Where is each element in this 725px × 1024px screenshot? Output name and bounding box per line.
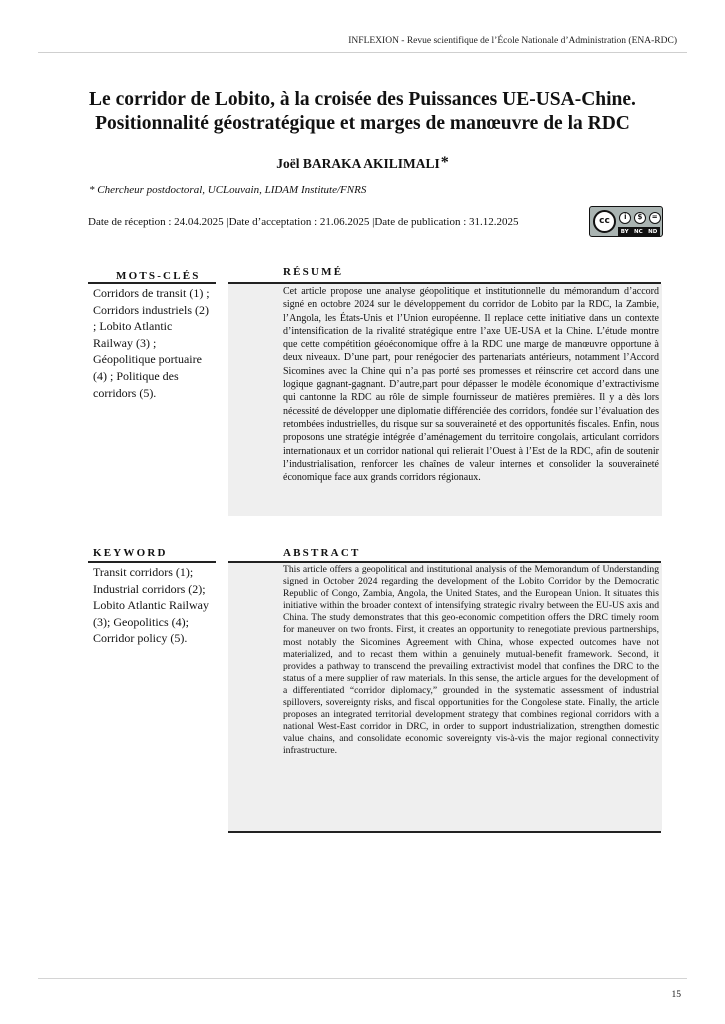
nd-noderivs-icon: =: [649, 212, 661, 224]
journal-header: INFLEXION - Revue scientifique de l’École Nationale d’Administration (ENA-RDC): [348, 36, 677, 46]
publication-dates: Date de réception : 24.04.2025 |Date d’acceptation : 21.06.2025 |Date de publication : 31.12.2025: [88, 216, 519, 228]
creative-commons-license-badge[interactable]: [589, 206, 663, 237]
keywords-rule-en: [88, 561, 216, 563]
resume-heading: RÉSUMÉ: [283, 266, 344, 278]
nc-noncommercial-icon: $: [634, 212, 646, 224]
cc-label-by: BY: [620, 228, 629, 235]
title-line-2: Positionnalité géostratégique et marges de manœuvre de la RDC: [95, 113, 630, 134]
author-affiliation: * Chercheur postdoctoral, UCLouvain, LIDAM Institute/FNRS: [89, 184, 367, 196]
abstract-text: This article offers a geopolitical and institutional analysis of the Memorandum of Understanding signed in October 2024 regarding the development of the Lobito Corridor by the Democratic Republic of Congo, Zambia, Angola, the United States, and the European Union. It situates this initiative within the broader context of intensifying strategic rivalry between the EU-US axis and China. The study demonstrates that this geo-economic competition offers the DRC timely room for maneuver on two fronts. First, it creates an opportunity to renegotiate previous partnerships, most notably the Sicomines Agreement with China, whose expected outcomes have not materialized, and to recast them within a genuinely mutual-benefit framework. Second, it provides a pathway to transcend the prevailing extractivist model that confines the DRC to the status of a mere supplier of raw materials. In this sense, the article argues for the development of a differentiated “corridor diplomacy,” grounded in the systematic assessment of industrial spillovers, sovereignty risks, and fiscal opportunities for the Congolese state. Finally, the article proposes an integrated territorial development strategy that combines regional corridors with a national West-East corridor in DRC, in order to support industrialization, strengthen domestic value chains, and consolidate economic sovereignty vis-à-vis the major regional connectivity infrastructure.: [283, 564, 659, 757]
author-name-text: Joël BARAKA AKILIMALI: [276, 156, 440, 171]
abstract-bottom-rule: [228, 831, 661, 833]
cc-label-nc: NC: [634, 228, 643, 235]
by-attribution-icon: i: [619, 212, 631, 224]
header-divider: [38, 52, 687, 53]
author-footnote-mark: *: [440, 154, 449, 171]
resume-text: Cet article propose une analyse géopolitique et institutionnelle du mémorandum d’accord signé en octobre 2024 sur le développement du corridor de Lobito par la RDC, la Zambie, l’Angola, les États-Unis et l’Union européenne. Il replace cette initiative dans un contexte d’intensification de la rivalité stratégique entre l’axe UE-USA et la Chine. L’étude montre que cette compétition géoéconomique offre à la RDC une marge de manœuvre opportune à deux niveaux. D’une part, pour renégocier des partenariats antérieurs, notamment l’Accord Sicomines avec la Chine qui n’a pas porté ses promesses et réinscrire cet accord dans une logique gagnant-gagnant. D’autre,part pour dépasser le modèle économique d’extractivisme qui cantonne la RDC au rôle de simple fournisseur de matières premières. Il y a dès lors nécessité de développer une diplomatie différenciée des corridors, fondée sur l’évaluation des retombées industrielles, du risque sur sa souveraineté et des opportunités fiscales. Enfin, nous proposons une stratégie intégrée d’aménagement du territoire congolais, articulant corridors internationaux et un corridor national qui relierait l’Ouest à l’Est de la RDC, afin de soutenir l’industrialisation, renforcer les chaînes de valeur internes et consolider la souveraineté économique face aux grands corridors régionaux.: [283, 286, 659, 484]
cc-logo-icon: cc: [593, 210, 616, 233]
abstract-heading: ABSTRACT: [283, 547, 361, 559]
author-name: [0, 154, 725, 172]
cc-label-nd: ND: [648, 228, 658, 235]
footer-divider: [38, 978, 687, 979]
keyword-heading: KEYWORD: [93, 547, 168, 559]
page-number: 15: [671, 990, 681, 1000]
keywords-rule-fr: [88, 282, 216, 284]
cc-license-labels: [618, 227, 660, 236]
keywords-en: Transit corridors (1); Industrial corridors (2); Lobito Atlantic Railway (3); Geopolitics (4); Corridor policy (5).: [93, 565, 209, 646]
title-line-1: Le corridor de Lobito, à la croisée des Puissances UE-USA-Chine.: [89, 89, 636, 110]
article-title: [50, 88, 675, 136]
keywords-fr: Corridors de transit (1) ; Corridors industriels (2) ; Lobito Atlantic Railway (3) ; Géopolitique portuaire (4) ; Politique des corridors (5).: [93, 286, 210, 400]
mots-cles-heading: MOTS-CLÉS: [116, 270, 201, 282]
